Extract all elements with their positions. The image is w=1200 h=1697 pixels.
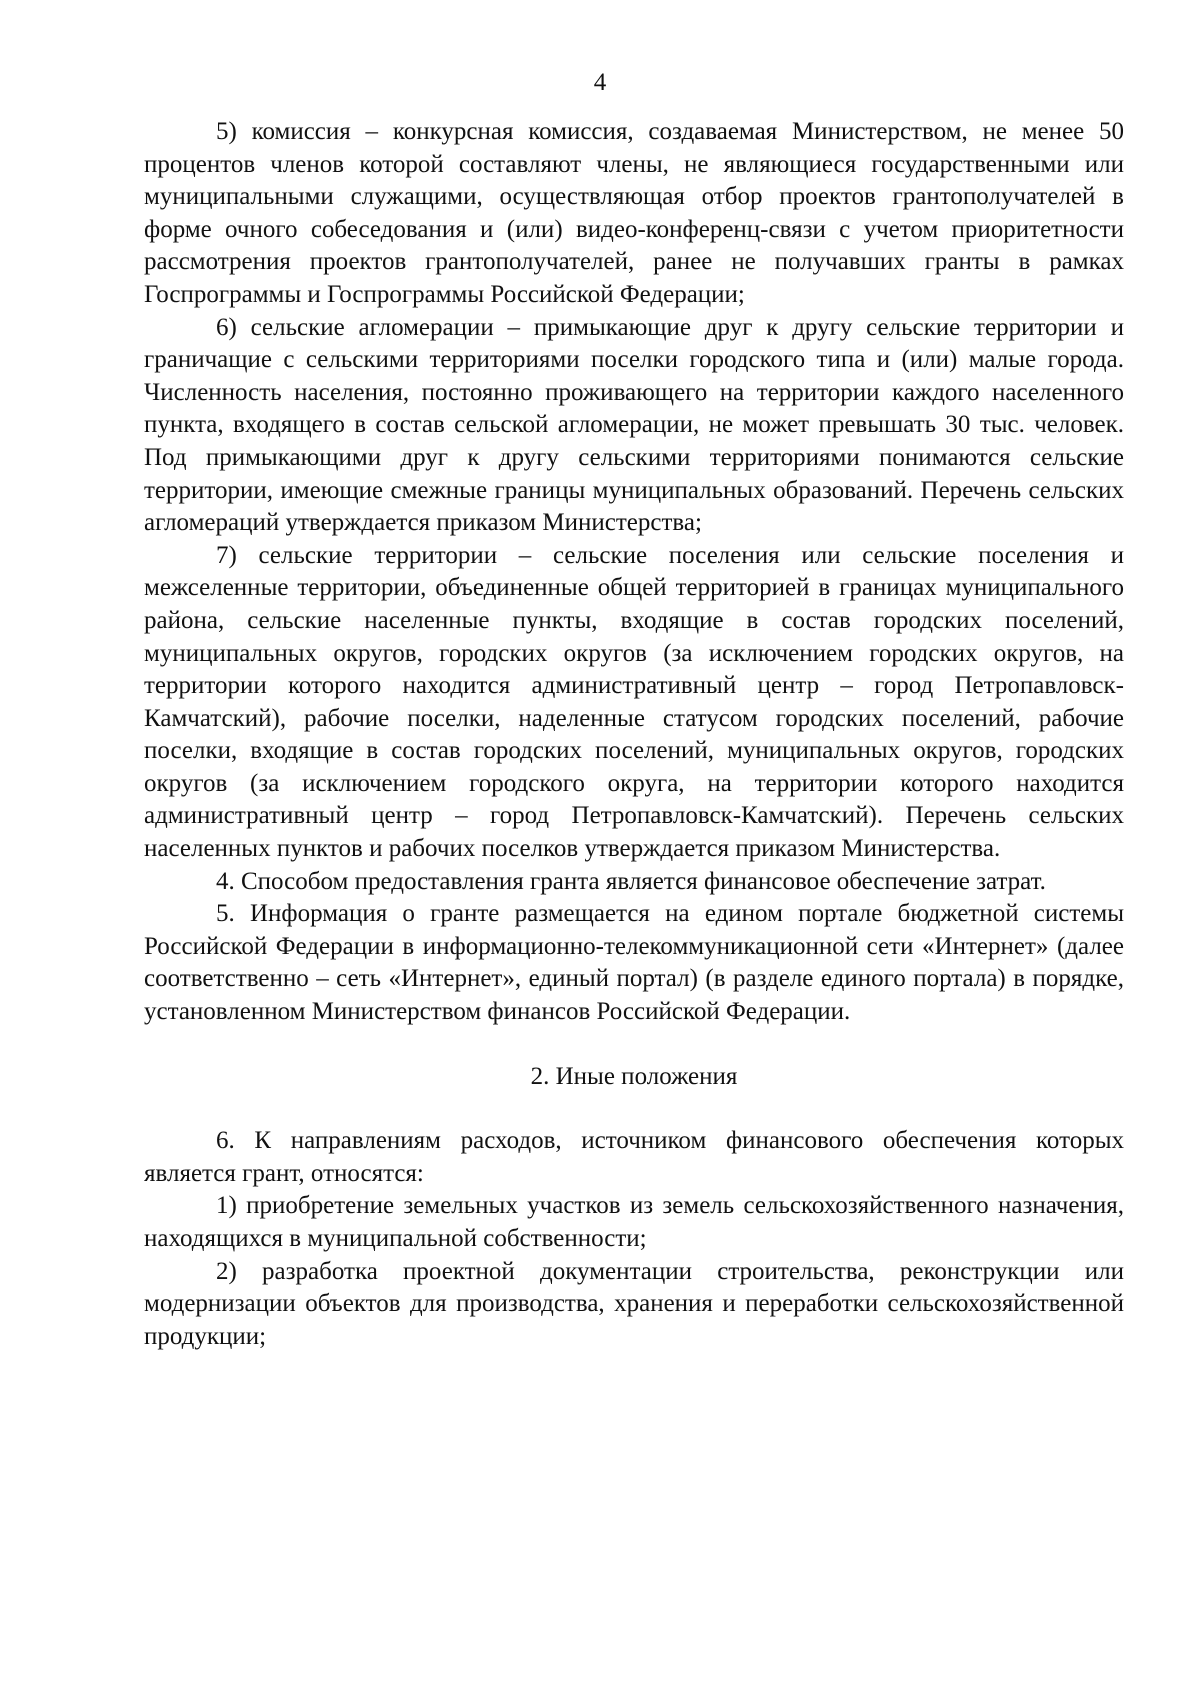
- document-body: [144, 116, 1124, 1353]
- section-heading: 2. Иные положения: [530, 1062, 738, 1090]
- page-number: 4: [593, 69, 607, 96]
- paragraph-commission: 5) комиссия – конкурсная комиссия, создаваемая Министерством, не менее 50 процентов членов которой составляют члены, не являющиеся государственными или муниципальными служащими, осуществляющая отбор проектов грантополучателей в форме очного собеседования и (или) видео-конференц-связи с учетом приоритетности рассмотрения проектов грантополучателей, ранее не получавших гранты в рамках Госпрограммы и Госпрограммы Российской Федерации;: [144, 118, 1124, 308]
- paragraph-expense-directions: 6. К направлениям расходов, источником финансового обеспечения которых является грант, относятся:: [144, 1127, 1124, 1187]
- paragraph-grant-method: 4. Способом предоставления гранта является финансовое обеспечение затрат.: [216, 867, 1046, 895]
- paragraph-land-acquisition: 1) приобретение земельных участков из земель сельскохозяйственного назначения, находящихся в муниципальной собственности;: [144, 1192, 1124, 1252]
- paragraph-rural-territories: 7) сельские территории – сельские поселения или сельские поселения и межселенные территории, объединенные общей территорией в границах муниципального района, сельские населенные пункты, входящие в состав городских поселений, муниципальных округов, городских округов (за исключением городских округов, на территории которого находится административный центр – город Петропавловск-Камчатский), рабочие поселки, наделенные статусом городских поселений, рабочие поселки, входящие в состав городских поселений, муниципальных округов, городских округов (за исключением городского округа, на территории которого находится административный центр – город Петропавловск-Камчатский). Перечень сельских населенных пунктов и рабочих поселков утверждается приказом Министерства.: [144, 541, 1124, 863]
- paragraph-rural-agglomerations: 6) сельские агломерации – примыкающие друг к другу сельские территории и граничащие с сельскими территориями поселки городского типа и (или) малые города. Численность населения, постоянно проживающего на территории каждого населенного пункта, входящего в состав сельской агломерации, не может превышать 30 тыс. человек. Под примыкающими друг к другу сельскими территориями понимаются сельские территории, имеющие смежные границы муниципальных образований. Перечень сельских агломераций утверждается приказом Министерства;: [144, 313, 1124, 537]
- paragraph-design-documentation: 2) разработка проектной документации строительства, реконструкции или модернизации объектов для производства, хранения и переработки сельскохозяйственной продукции;: [144, 1257, 1124, 1350]
- paragraph-grant-information: 5. Информация о гранте размещается на едином портале бюджетной системы Российской Федерации в информационно-телекоммуникационной сети «Интернет» (далее соответственно – сеть «Интернет», единый портал) (в разделе единого портала) в порядке, установленном Министерством финансов Российской Федерации.: [144, 900, 1124, 1026]
